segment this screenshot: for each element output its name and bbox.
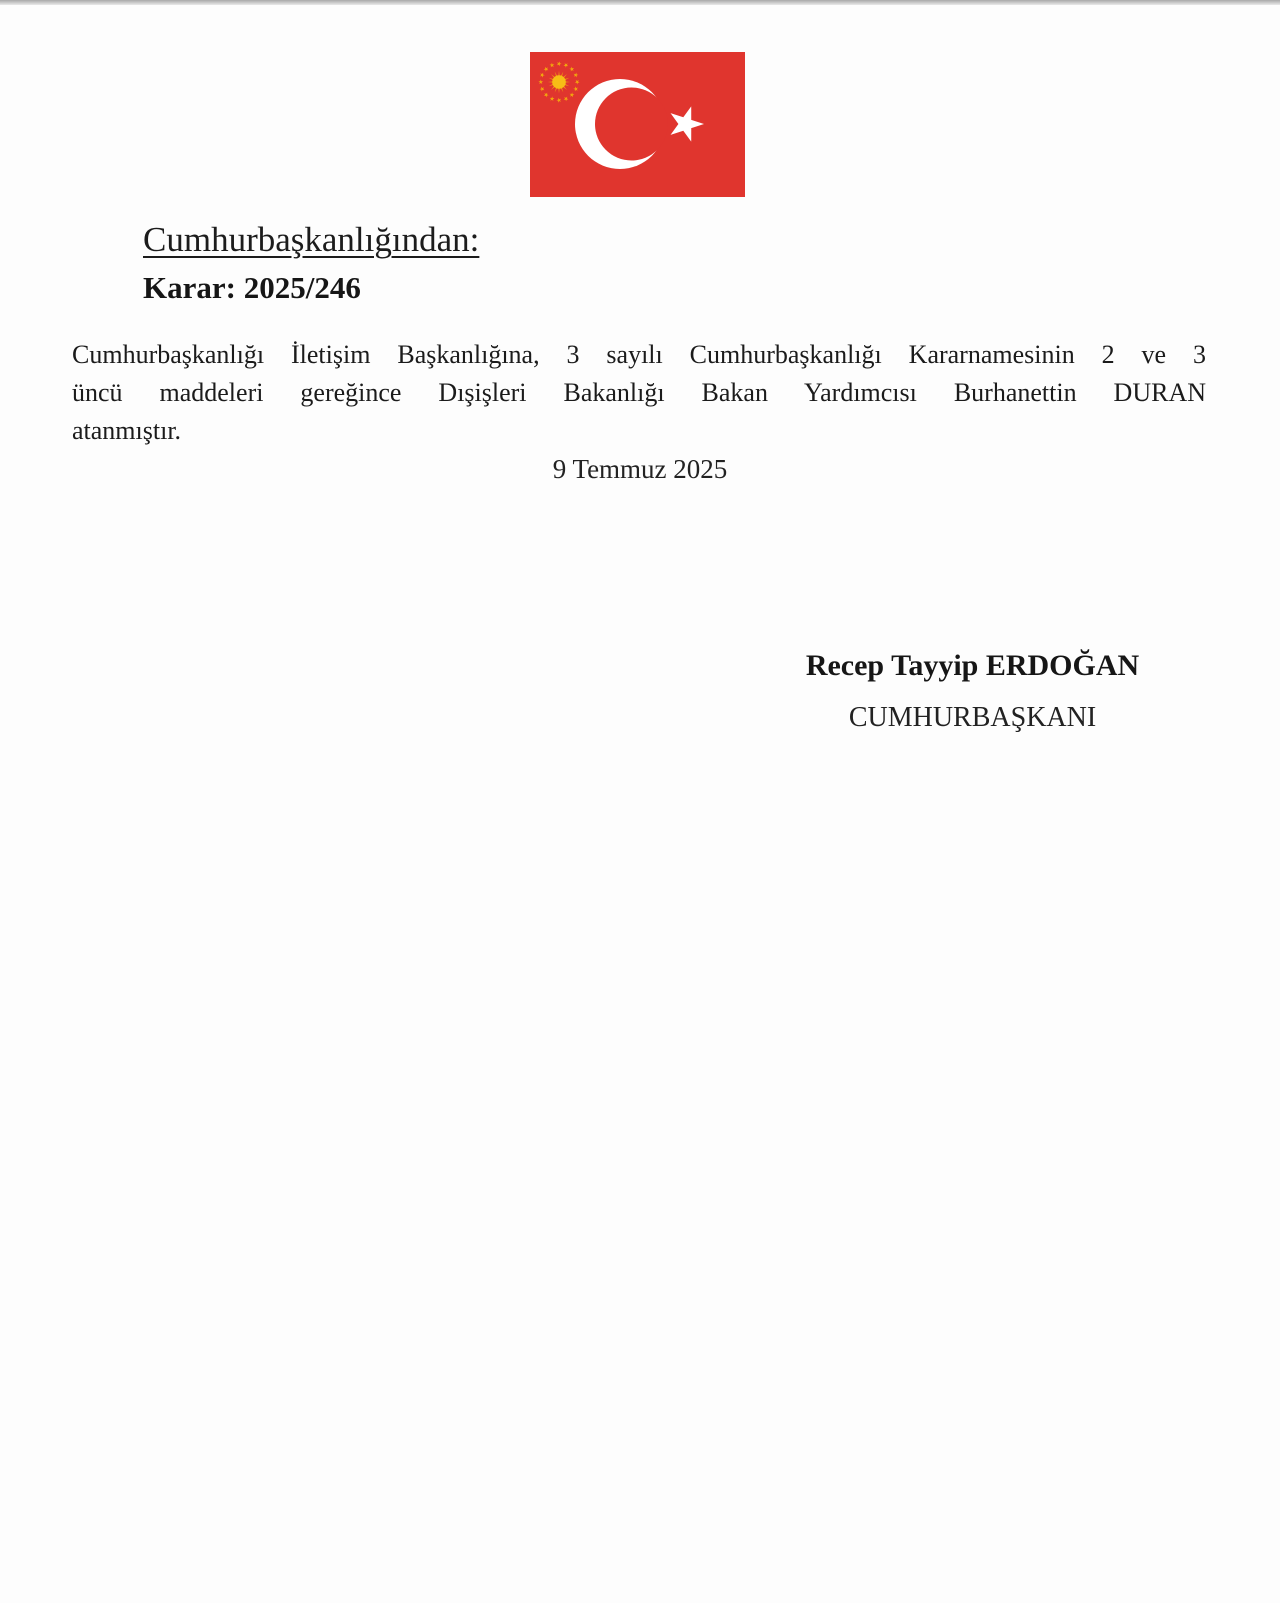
body-line: Cumhurbaşkanlığı İletişim Başkanlığına, 3 sayılı Cumhurbaşkanlığı Kararnamesinin 2 ve 3	[72, 340, 1206, 369]
signature-name: Recep Tayyip ERDOĞAN	[805, 649, 1140, 682]
top-edge-shadow	[0, 0, 1280, 5]
flag-svg	[530, 52, 745, 197]
signature-title: CUMHURBAŞKANI	[848, 702, 1097, 733]
body-line: atanmıştır.	[72, 416, 182, 445]
turkey-presidential-flag-icon	[530, 52, 745, 197]
body-line: üncü maddeleri gereğince Dışişleri Bakanlığı Bakan Yardımcısı Burhanettin DURAN	[72, 378, 1206, 407]
issuer-heading: Cumhurbaşkanlığından:	[143, 220, 480, 259]
decree-body-paragraph	[72, 336, 1206, 450]
decision-number: Karar: 2025/246	[143, 270, 361, 305]
signature-block	[700, 648, 1245, 734]
decree-date: 9 Temmuz 2025	[552, 454, 728, 484]
